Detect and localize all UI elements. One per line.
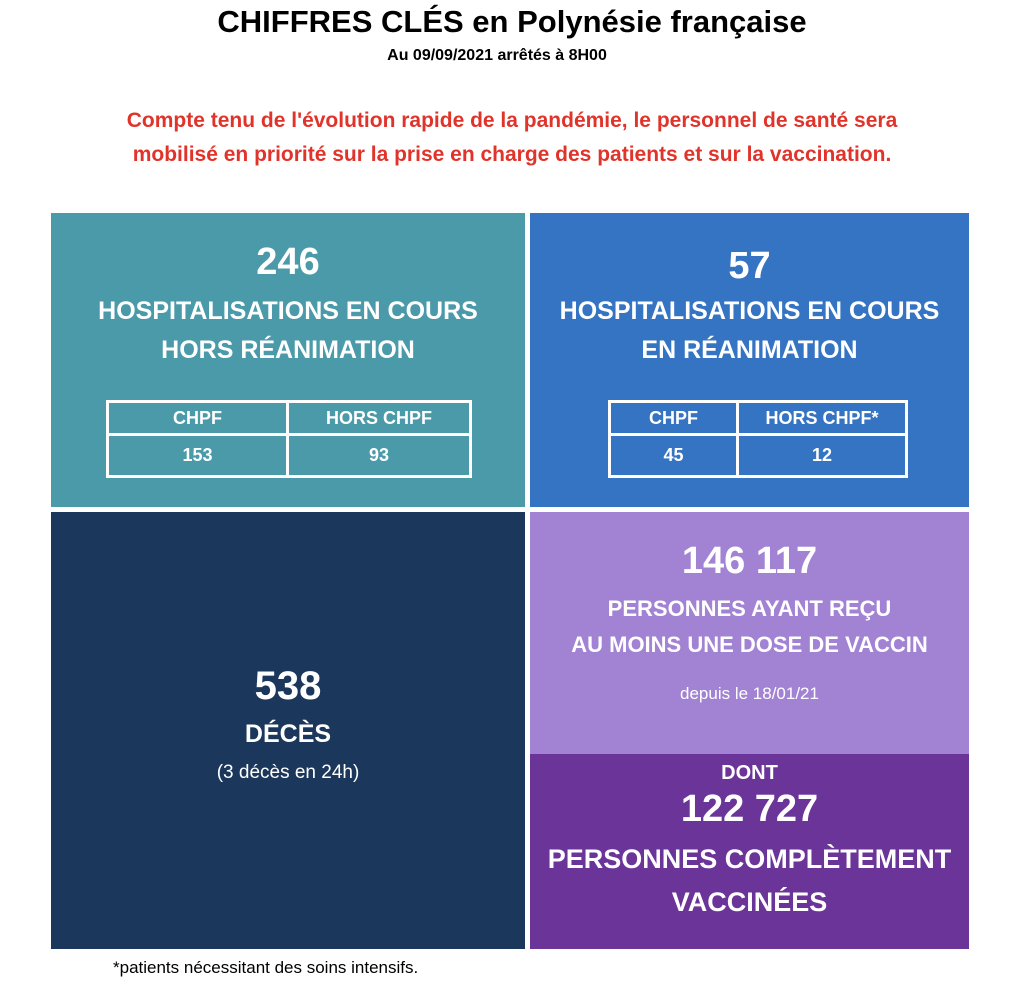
vaccination-card	[530, 512, 969, 754]
vaccination-value: 146 117	[681, 540, 818, 582]
deces-detail: (3 décès en 24h)	[216, 762, 360, 783]
hosp-hors-rea-label-2: HORS RÉANIMATION	[161, 336, 415, 364]
complete-vaccination-value: 122 727	[680, 788, 819, 830]
hosp-rea-table	[608, 400, 908, 478]
table-cell: 153	[109, 436, 289, 475]
notice-line-1: Compte tenu de l'évolution rapide de la pandémie, le personnel de santé sera	[126, 109, 898, 132]
table-header: HORS CHPF	[289, 403, 469, 436]
hosp-hors-rea-table	[106, 400, 472, 478]
hosp-rea-value: 57	[728, 245, 771, 287]
table-cell: 12	[811, 445, 833, 465]
date-line-text: Au 09/09/2021 arrêtés à 8H00	[387, 47, 607, 64]
complete-vaccination-label-2: VACCINÉES	[671, 887, 828, 917]
hosp-hors-rea-label-1: HOSPITALISATIONS EN COURS	[98, 297, 478, 325]
vaccination-label-1: PERSONNES AYANT REÇU	[607, 596, 892, 621]
complete-vaccination-label-1: PERSONNES COMPLÈTEMENT	[547, 844, 952, 874]
hosp-rea-label-2: EN RÉANIMATION	[641, 336, 858, 364]
hosp-rea-label-1: HOSPITALISATIONS EN COURS	[559, 297, 940, 325]
footnote: *patients nécessitant des soins intensifs.	[113, 958, 419, 977]
deces-value: 538	[254, 664, 322, 708]
notice-line-2: mobilisé en priorité sur la prise en charge des patients et sur la vaccination.	[132, 143, 892, 166]
hosp-hors-rea-card	[51, 213, 525, 507]
deces-label: DÉCÈS	[244, 720, 332, 748]
table-header: CHPF	[611, 403, 739, 436]
table-cell: 93	[368, 445, 390, 465]
table-header: HORS CHPF*	[739, 403, 905, 436]
page-title: CHIFFRES CLÉS en Polynésie française	[217, 4, 807, 39]
complete-vaccination-card	[530, 754, 969, 949]
date-line	[0, 47, 1024, 65]
table-header: CHPF	[109, 403, 289, 436]
vaccination-since: depuis le 18/01/21	[680, 684, 819, 703]
deces-card	[51, 512, 525, 949]
dont-label: DONT	[721, 762, 778, 784]
table-cell: 45	[611, 436, 739, 475]
hosp-rea-card	[530, 213, 969, 507]
vaccination-label-2: AU MOINS UNE DOSE DE VACCIN	[571, 632, 928, 657]
notice	[40, 104, 984, 172]
hosp-hors-rea-value: 246	[256, 241, 320, 283]
